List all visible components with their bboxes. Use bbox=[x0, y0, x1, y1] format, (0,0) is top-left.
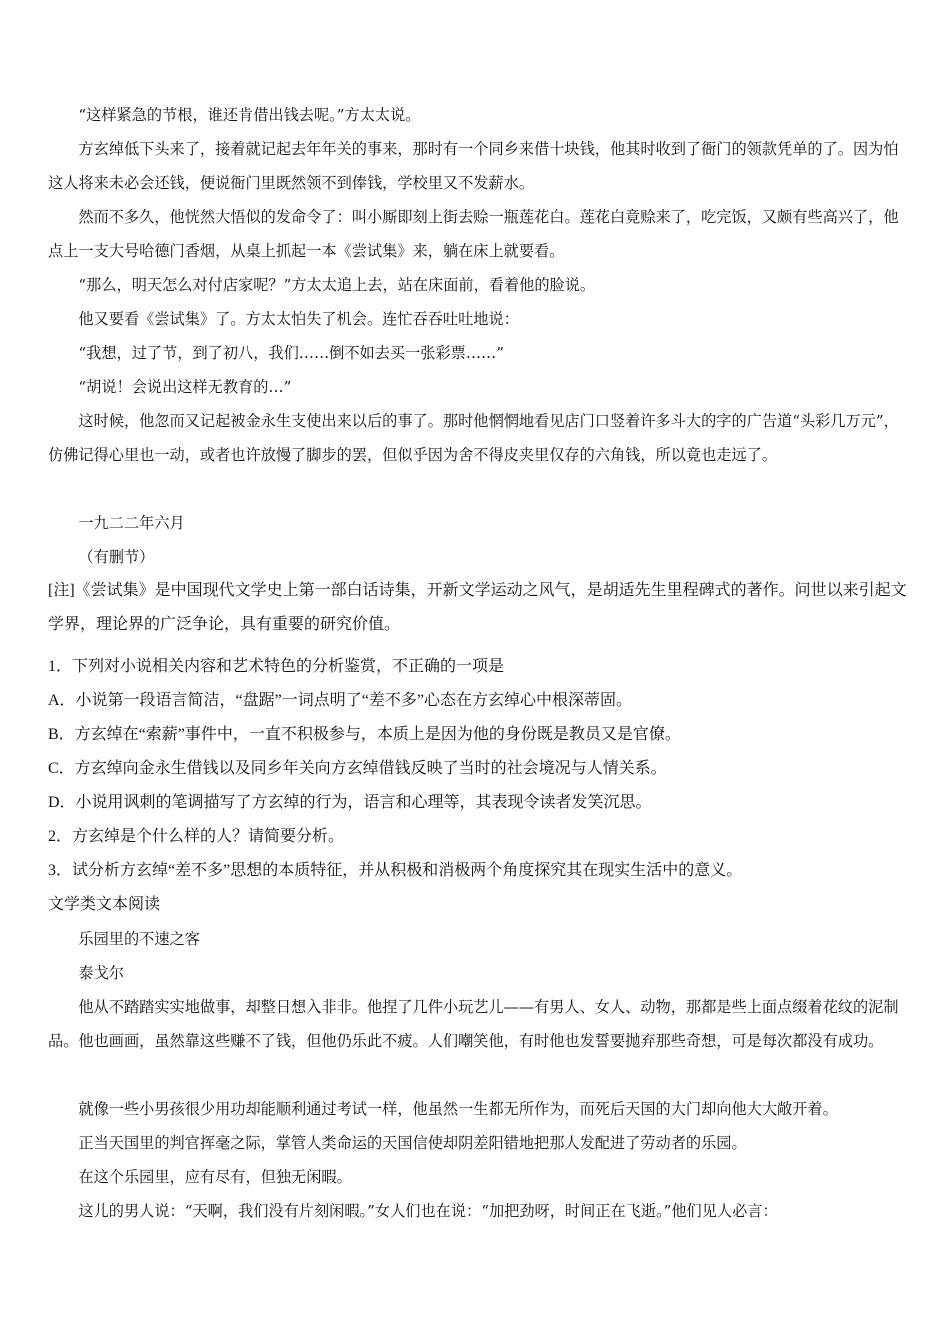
story-paragraph-3: 正当天国里的判官挥毫之际，掌管人类命运的天国信使却阴差阳错地把那人发配进了劳动者的乐园。 bbox=[78, 1134, 747, 1152]
section-title: 文学类文本阅读 bbox=[48, 896, 161, 913]
story-paragraph-2: 就像一些小男孩很少用功却能顺利通过考试一样，他虽然一生都无所作为，而死后天国的大门却向他大大敞开着。 bbox=[78, 1100, 838, 1118]
story-paragraph-1: 他从不踏踏实实地做事，却整日想入非非。他捏了几件小玩艺儿——有男人、女人、动物，那都是些上面点缀着花纹的泥制品。他也画画，虽然靠这些赚不了钱，但他仍乐此不疲。人们嘲笑他，有时他也发誓要抛弃那些奇想，可是每次都没有成功。 bbox=[48, 998, 899, 1050]
date-line: 一九二二年六月 bbox=[78, 514, 185, 532]
paragraph-7: “胡说！会说出这样无教育的…” bbox=[78, 378, 292, 396]
story-paragraph-5: 这儿的男人说：“天啊，我们没有片刻闲暇。”女人们也在说：“加把劲呀，时间正在飞逝。”他们见人必言： bbox=[78, 1202, 778, 1220]
paragraph-8: 这时候，他忽而又记起被金永生支使出来以后的事了。那时他惘惘地看见店门口竖着许多斗大的字的广告道“头彩几万元”，仿佛记得心里也一动，或者也许放慢了脚步的罢，但似乎因为舍不得皮夹里仅存的六角钱，所以竟也走远了。 bbox=[48, 412, 899, 464]
paragraph-6: “我想，过了节，到了初八，我们……倒不如去买一张彩票……” bbox=[78, 344, 504, 362]
option-b: B．方玄绰在“索薪”事件中，一直不积极参与，本质上是因为他的身份既是教员又是官僚。 bbox=[48, 726, 681, 743]
question-1: 1．下列对小说相关内容和艺术特色的分析鉴赏，不正确的一项是 bbox=[48, 658, 505, 675]
paragraph-4: “那么，明天怎么对付店家呢？”方太太追上去，站在床面前，看着他的脸说。 bbox=[78, 276, 596, 294]
footnote: [注]《尝试集》是中国现代文学史上第一部白话诗集，开新文学运动之风气，是胡适先生里程碑式的著作。问世以来引起文学界，理论界的广泛争论，具有重要的研究价值。 bbox=[48, 582, 907, 633]
paragraph-1: “这样紧急的节根，谁还肯借出钱去呢。”方太太说。 bbox=[78, 106, 421, 124]
option-d: D．小说用讽刺的笔调描写了方玄绰的行为，语言和心理等，其表现令读者发笑沉思。 bbox=[48, 794, 652, 811]
option-c: C．方玄绰向金永生借钱以及同乡年关向方玄绰借钱反映了当时的社会境况与人情关系。 bbox=[48, 760, 667, 777]
paragraph-2: 方玄绰低下头来了，接着就记起去年年关的事来，那时有一个同乡来借十块钱，他其时收到了衙门的领款凭单的了。因为怕这人将来未必会还钱，便说衙门里既然领不到俸钱，学校里又不发薪水。 bbox=[48, 140, 899, 192]
question-3: 3．试分析方玄绰“差不多”思想的本质特征，并从积极和消极两个角度探究其在现实生活中的意义。 bbox=[48, 862, 743, 879]
story-paragraph-4: 在这个乐园里，应有尽有，但独无闲暇。 bbox=[78, 1168, 352, 1186]
story-title: 乐园里的不速之客 bbox=[78, 930, 200, 948]
question-2: 2．方玄绰是个什么样的人？请简要分析。 bbox=[48, 828, 345, 845]
paragraph-3: 然而不多久，他恍然大悟似的发命令了：叫小厮即刻上街去赊一瓶莲花白。莲花白竟赊来了，吃完饭，又颇有些高兴了，他点上一支大号哈德门香烟，从桌上抓起一本《尝试集》来，躺在床上就要看。 bbox=[48, 208, 899, 260]
paragraph-5: 他又要看《尝试集》了。方太太怕失了机会。连忙吞吞吐吐地说： bbox=[78, 310, 519, 328]
story-author: 泰戈尔 bbox=[78, 964, 124, 982]
abridged-note: （有删节） bbox=[78, 548, 155, 566]
option-a: A．小说第一段语言简洁，“盘踞”一词点明了“差不多”心态在方玄绰心中根深蒂固。 bbox=[48, 692, 632, 709]
